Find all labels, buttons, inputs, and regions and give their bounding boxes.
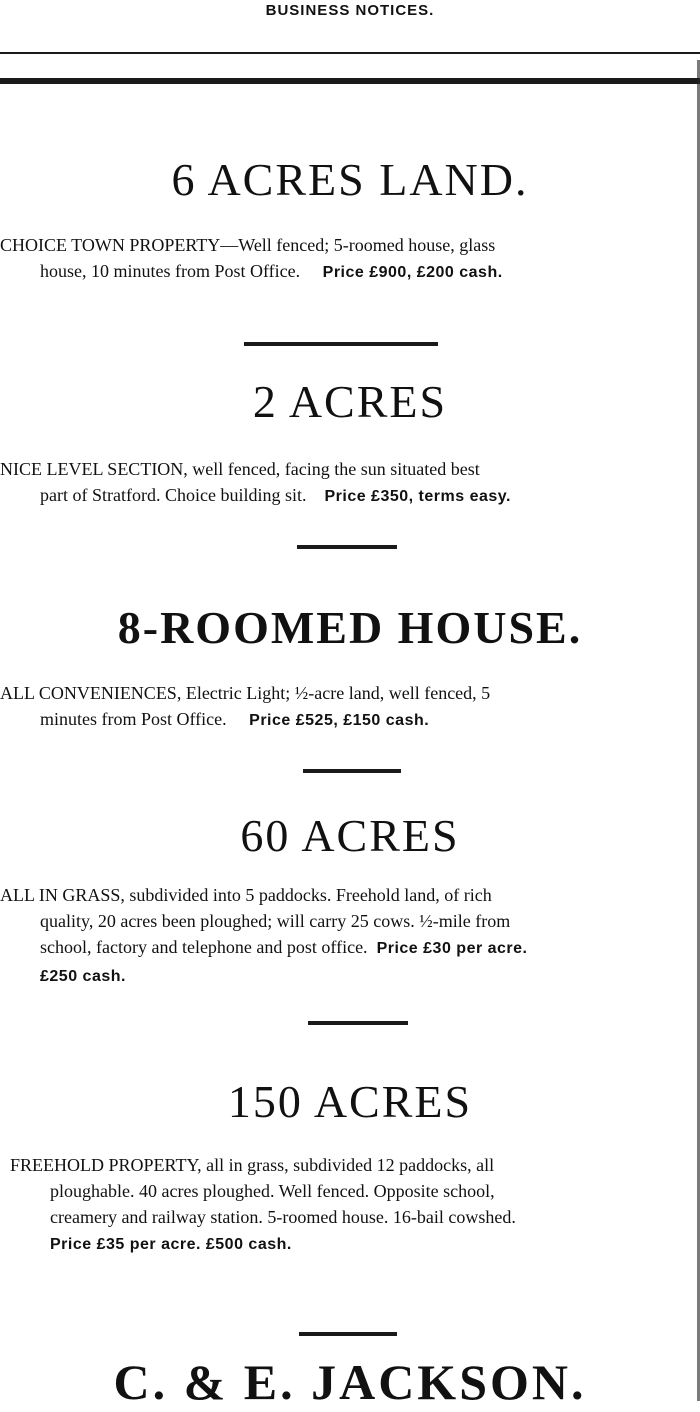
header-rule-thick: [0, 78, 700, 84]
ad-heading-60-acres: 60 ACRES: [240, 810, 460, 861]
ad-line: FREEHOLD PROPERTY, all in grass, subdivided 12 paddocks, all: [10, 1155, 495, 1175]
ad-line: [0, 482, 680, 510]
ad-line: [0, 706, 680, 734]
ad-text: part of Stratford. Choice building sit.: [40, 485, 307, 505]
separator: [297, 545, 397, 549]
separator: [308, 1021, 408, 1025]
ad-line: [0, 962, 680, 990]
ad-price: Price £350, terms easy.: [324, 488, 511, 505]
ad-body-150-acres: [0, 1152, 680, 1258]
ad-text: minutes from Post Office.: [40, 709, 227, 729]
ad-text: school, factory and telephone and post office.: [40, 937, 368, 957]
ad-price: £250 cash.: [40, 968, 126, 985]
ad-line: [0, 258, 680, 286]
section-header: BUSINESS NOTICES.: [265, 2, 435, 19]
ad-body-60-acres: [0, 882, 680, 990]
advertiser-name: C. & E. JACKSON.: [113, 1354, 587, 1410]
ad-text: house, 10 minutes from Post Office.: [40, 261, 301, 281]
ad-line: ALL CONVENIENCES, Electric Light; ½-acre land, well fenced, 5: [0, 683, 491, 703]
ad-price: Price £900, £200 cash.: [322, 264, 503, 281]
separator: [303, 769, 401, 773]
ad-body-6-acres: [0, 232, 680, 286]
ad-line: ALL IN GRASS, subdivided into 5 paddocks. Freehold land, of rich: [0, 885, 492, 905]
ad-line: [0, 1230, 680, 1258]
ad-line: creamery and railway station. 5-roomed house. 16-bail cowshed.: [50, 1207, 516, 1227]
ad-heading-2-acres: 2 ACRES: [252, 376, 448, 427]
ad-heading-8-roomed-house: 8-ROOMED HOUSE.: [117, 602, 583, 653]
separator: [244, 342, 438, 346]
ad-line: NICE LEVEL SECTION, well fenced, facing the sun situated best: [0, 459, 480, 479]
ad-body-8-roomed-house: [0, 680, 680, 734]
ad-line: CHOICE TOWN PROPERTY—Well fenced; 5-roomed house, glass: [0, 235, 496, 255]
ad-line: [0, 934, 680, 962]
ad-line: ploughable. 40 acres ploughed. Well fenced. Opposite school,: [50, 1181, 495, 1201]
ad-price: Price £30 per acre.: [376, 940, 528, 957]
ad-price: Price £35 per acre. £500 cash.: [50, 1236, 292, 1253]
ad-body-2-acres: [0, 456, 680, 510]
header-rule-thin: [0, 52, 700, 54]
ad-price: Price £525, £150 cash.: [249, 712, 430, 729]
ad-line: quality, 20 acres been ploughed; will carry 25 cows. ½-mile from: [40, 911, 511, 931]
separator: [299, 1332, 397, 1336]
ad-heading-150-acres: 150 ACRES: [227, 1076, 473, 1127]
ad-heading-6-acres: 6 ACRES LAND.: [171, 154, 529, 205]
